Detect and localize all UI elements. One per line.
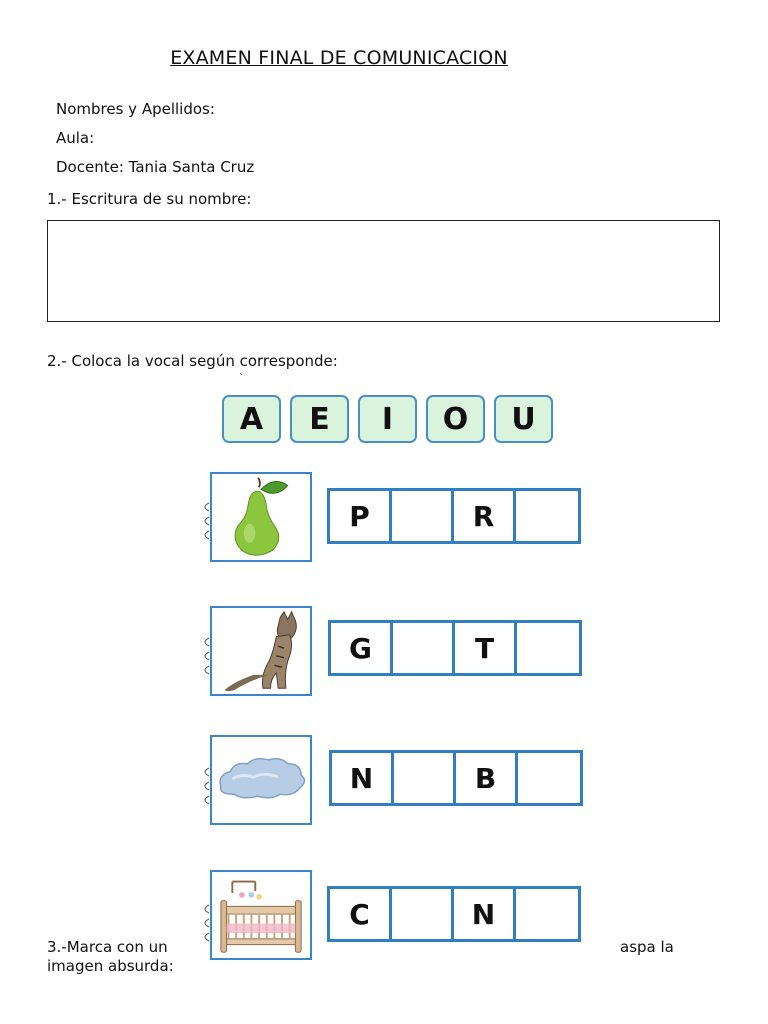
stray-mark: ` bbox=[239, 373, 244, 384]
name-answer-box[interactable] bbox=[47, 220, 720, 322]
question-3-label-end: aspa la bbox=[620, 938, 674, 956]
letter-blank-cell[interactable] bbox=[392, 491, 454, 541]
letter-cell: T bbox=[455, 623, 517, 673]
letter-blank-cell[interactable] bbox=[516, 491, 578, 541]
letter-cell: N bbox=[454, 889, 516, 939]
vowel-tile: I bbox=[358, 395, 417, 443]
question-3-label-start: 3.-Marca con un bbox=[47, 938, 168, 956]
letter-cell: C bbox=[330, 889, 392, 939]
classroom-field-label: Aula: bbox=[56, 129, 95, 147]
crib-icon bbox=[212, 872, 310, 958]
word-boxes-4 bbox=[327, 886, 581, 942]
letter-blank-cell[interactable] bbox=[393, 623, 455, 673]
word-boxes-2 bbox=[328, 620, 582, 676]
letter-cell: B bbox=[456, 753, 518, 803]
cloud-picture bbox=[210, 735, 312, 825]
letter-cell: G bbox=[331, 623, 393, 673]
letter-blank-cell[interactable] bbox=[517, 623, 579, 673]
letter-cell: R bbox=[454, 491, 516, 541]
vowel-tile: A bbox=[222, 395, 281, 443]
vowel-tile: E bbox=[290, 395, 349, 443]
letter-cell: P bbox=[330, 491, 392, 541]
pear-icon bbox=[212, 474, 310, 560]
vowel-row bbox=[222, 395, 553, 445]
vowel-tile: U bbox=[494, 395, 553, 443]
word-boxes-3 bbox=[329, 750, 583, 806]
letter-blank-cell[interactable] bbox=[392, 889, 454, 939]
exam-title: EXAMEN FINAL DE COMUNICACION bbox=[170, 47, 508, 69]
pear-picture bbox=[210, 472, 312, 562]
cat-icon bbox=[212, 608, 310, 694]
name-field-label: Nombres y Apellidos: bbox=[56, 100, 215, 118]
letter-blank-cell[interactable] bbox=[518, 753, 580, 803]
crib-picture bbox=[210, 870, 312, 960]
teacher-field-label: Docente: Tania Santa Cruz bbox=[56, 158, 255, 176]
cloud-icon bbox=[212, 737, 310, 823]
cat-picture bbox=[210, 606, 312, 696]
word-boxes-1 bbox=[327, 488, 581, 544]
question-1-label: 1.- Escritura de su nombre: bbox=[47, 190, 252, 204]
vowel-tile: O bbox=[426, 395, 485, 443]
letter-blank-cell[interactable] bbox=[394, 753, 456, 803]
letter-cell: N bbox=[332, 753, 394, 803]
question-2-label: 2.- Coloca la vocal según corresponde: bbox=[47, 352, 338, 370]
letter-blank-cell[interactable] bbox=[516, 889, 578, 939]
question-3-label-line2: imagen absurda: bbox=[47, 957, 174, 975]
